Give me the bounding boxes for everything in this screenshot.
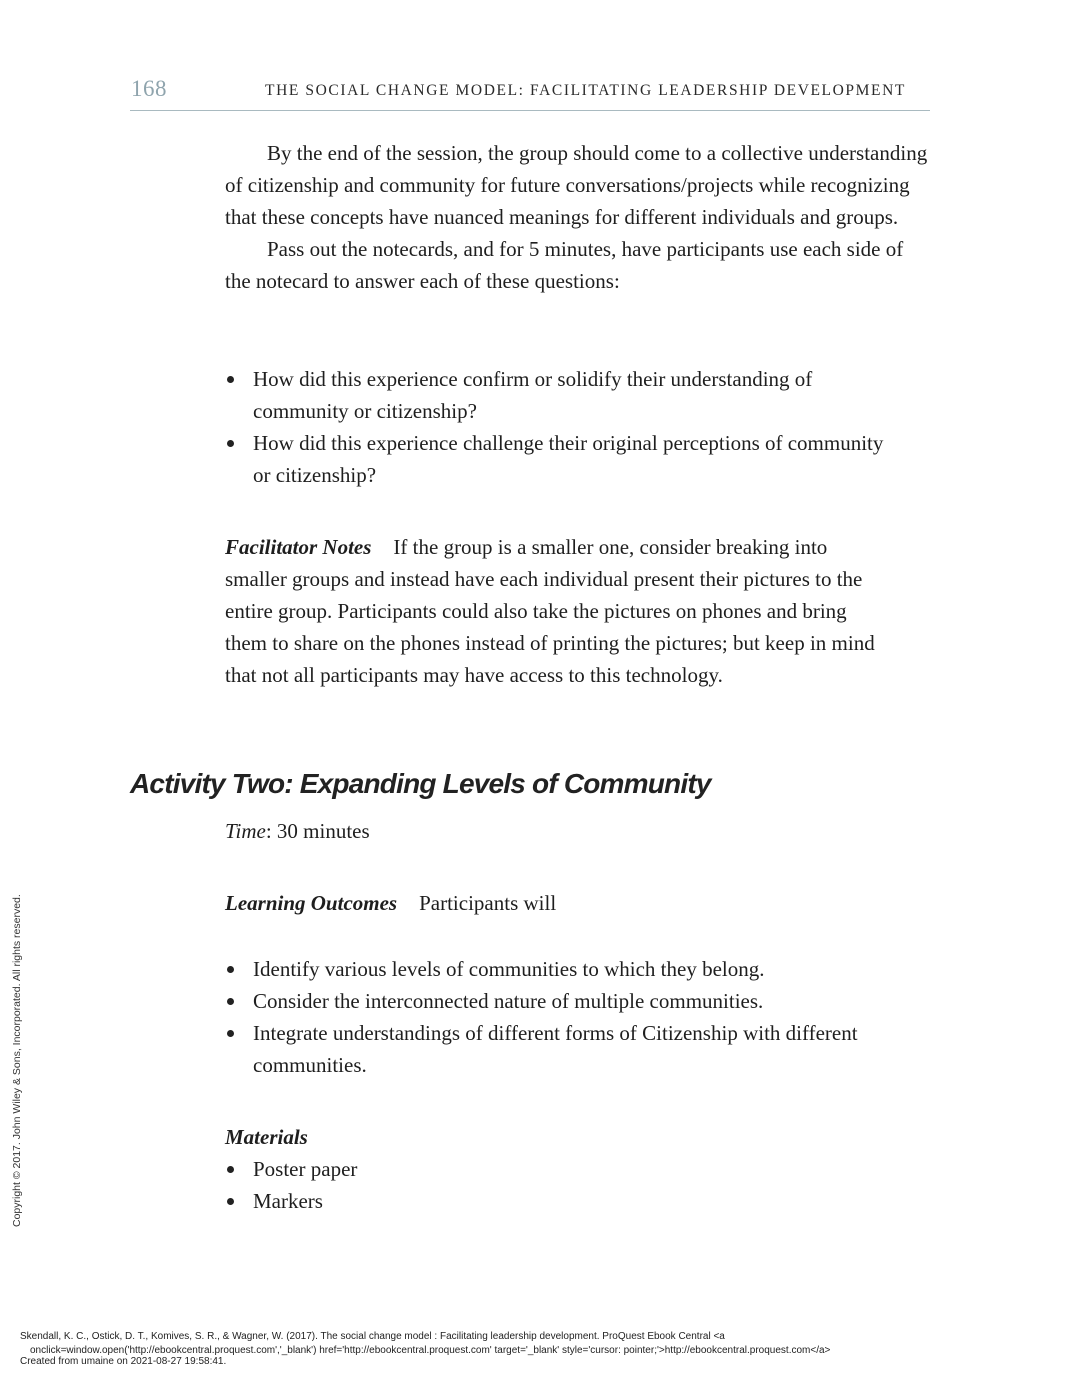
- footer-created-line: Created from umaine on 2021-08-27 19:58:41.: [20, 1356, 227, 1367]
- intro-text: [225, 137, 930, 297]
- header-divider: [130, 110, 930, 111]
- outcomes-list: [225, 953, 925, 1081]
- time-line: [225, 815, 825, 847]
- bullet-icon: [227, 1198, 234, 1205]
- bullet-icon: [227, 376, 234, 383]
- section-heading: Activity Two: Expanding Levels of Community: [130, 768, 711, 799]
- learning-outcomes-label: Learning Outcomes: [225, 891, 398, 915]
- side-copyright: Copyright © 2017. John Wiley & Sons, Incorporated. All rights reserved.: [11, 894, 23, 1227]
- list-item: How did this experience challenge their original perceptions of community or citizenship?: [225, 427, 905, 491]
- paragraph-session-outcome: By the end of the session, the group should come to a collective understanding of citizenship and community for future conversations/projects while recognizing that these concepts have nuanced meanings for different individuals and groups.: [225, 141, 928, 229]
- list-item: Poster paper: [225, 1153, 625, 1185]
- materials-list: [225, 1153, 625, 1217]
- footer-citation-line-2: onclick=window.open('http://ebookcentral.proquest.com','_blank') href='http://ebookcentral.proquest.com' target='_blank' style='cursor: pointer;'>http://ebookcentral.proquest.com</a>: [30, 1345, 831, 1356]
- footer-citation-line-1: Skendall, K. C., Ostick, D. T., Komives, S. R., & Wagner, W. (2017). The social change model : Facilitating leadership development. ProQuest Ebook Central <a: [20, 1331, 725, 1342]
- time-value: : 30 minutes: [265, 819, 370, 843]
- paragraph-notecards: Pass out the notecards, and for 5 minutes, have participants use each side of the notecard to answer each of these questions:: [225, 237, 904, 293]
- bullet-icon: [227, 1166, 234, 1173]
- learning-outcomes-line: [225, 887, 825, 919]
- page-number: 168: [131, 76, 167, 101]
- time-label: Time: [225, 819, 266, 843]
- bullet-icon: [227, 966, 234, 973]
- bullet-icon: [227, 998, 234, 1005]
- question-list: [225, 363, 905, 491]
- facilitator-notes-text: If the group is a smaller one, consider breaking into smaller groups and instead have each individual present their pictures to the entire group. Participants could also take the pictures on phones and bring them to share on the phones instead of printing the pictures; but keep in mind that not all participants may have access to this technology.: [225, 535, 875, 687]
- list-item: Integrate understandings of different forms of Citizenship with different communities.: [225, 1017, 925, 1081]
- bullet-icon: [227, 440, 234, 447]
- list-item: Markers: [225, 1185, 625, 1217]
- materials-label: Materials: [225, 1125, 308, 1149]
- learning-outcomes-intro: Participants will: [419, 891, 557, 915]
- facilitator-notes: [225, 531, 893, 691]
- running-title: THE SOCIAL CHANGE MODEL: FACILITATING LEADERSHIP DEVELOPMENT: [265, 82, 906, 99]
- list-item: Consider the interconnected nature of multiple communities.: [225, 985, 925, 1017]
- list-item: How did this experience confirm or solidify their understanding of community or citizenship?: [225, 363, 905, 427]
- bullet-icon: [227, 1030, 234, 1037]
- list-item: Identify various levels of communities to which they belong.: [225, 953, 925, 985]
- facilitator-notes-label: Facilitator Notes: [225, 535, 372, 559]
